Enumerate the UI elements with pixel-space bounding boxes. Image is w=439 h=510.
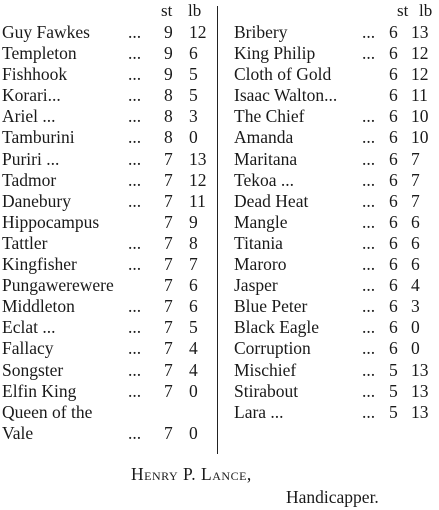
- weight-stone: 7: [164, 148, 173, 169]
- weight-pounds: 3: [189, 106, 198, 127]
- weight-pounds: 12: [189, 22, 207, 42]
- horse-name: Bribery: [234, 22, 288, 42]
- weight-pounds: 4: [189, 359, 198, 380]
- list-item: [234, 402, 439, 423]
- weight-pounds: 0: [411, 317, 420, 338]
- horse-name: Lara ...: [234, 401, 284, 422]
- leader-dots: ...: [362, 106, 376, 127]
- horse-name: Korari...: [2, 85, 61, 106]
- weight-pounds: 0: [189, 380, 198, 401]
- leader-dots: ...: [362, 43, 376, 64]
- weight-pounds: 4: [411, 275, 420, 296]
- weight-pounds: 0: [189, 127, 198, 148]
- horse-name: Queen of the: [2, 401, 93, 422]
- leader-dots: ...: [362, 275, 376, 296]
- list-item: [2, 402, 215, 423]
- weight-stone: 6: [389, 275, 398, 296]
- weight-stone: 6: [389, 338, 398, 359]
- weight-pounds: 7: [411, 169, 420, 190]
- leader-dots: ...: [128, 64, 142, 85]
- weight-pounds: 13: [411, 401, 429, 422]
- leader-dots: ...: [362, 338, 376, 359]
- list-item: [234, 338, 439, 359]
- horse-name: The Chief: [234, 106, 305, 127]
- horse-name: Elfin King: [2, 380, 77, 401]
- weight-pounds: 13: [189, 148, 207, 169]
- horse-name: Tattler: [2, 232, 48, 253]
- leader-dots: ...: [128, 190, 142, 211]
- leader-dots: ...: [128, 359, 142, 380]
- weight-pounds: 5: [189, 317, 198, 338]
- leader-dots: ...: [362, 190, 376, 211]
- weight-stone: 6: [389, 43, 398, 64]
- weight-pounds: 12: [411, 43, 429, 64]
- weight-pounds: 7: [411, 190, 420, 211]
- weight-stone: 8: [164, 106, 173, 127]
- horse-name: Maritana: [234, 148, 298, 169]
- weight-stone: 6: [389, 22, 398, 42]
- weight-pounds: 9: [189, 211, 198, 232]
- horse-name: Templeton: [2, 43, 77, 64]
- weight-stone: 6: [389, 232, 398, 253]
- list-item: [2, 296, 215, 317]
- leader-dots: ...: [362, 169, 376, 190]
- horse-name: Hippocampus: [2, 211, 100, 232]
- leader-dots: ...: [362, 232, 376, 253]
- signature-name: Henry P. Lance,: [131, 464, 252, 484]
- weight-pounds: 12: [411, 64, 429, 85]
- leader-dots: ...: [128, 22, 142, 42]
- leader-dots: ...: [128, 148, 142, 169]
- weight-stone: 6: [389, 148, 398, 169]
- leader-dots: ...: [128, 338, 142, 359]
- leader-dots: ...: [362, 127, 376, 148]
- weight-pounds: 7: [411, 148, 420, 169]
- weight-stone: 6: [389, 85, 398, 106]
- weight-stone: 9: [164, 22, 173, 42]
- weight-stone: 7: [164, 211, 173, 232]
- weight-stone: 7: [164, 338, 173, 359]
- leader-dots: ...: [128, 254, 142, 275]
- horse-name: Tadmor: [2, 169, 57, 190]
- leader-dots: ...: [128, 169, 142, 190]
- horse-name: Stirabout: [234, 380, 299, 401]
- left-column: [2, 22, 215, 444]
- weight-stone: 6: [389, 190, 398, 211]
- horse-name: Jasper: [234, 275, 278, 296]
- weight-pounds: 10: [411, 127, 429, 148]
- weight-stone: 7: [164, 232, 173, 253]
- weight-pounds: 5: [189, 85, 198, 106]
- list-item: [2, 360, 215, 381]
- leader-dots: ...: [128, 422, 142, 443]
- list-item: [2, 381, 215, 402]
- weight-stone: 9: [164, 43, 173, 64]
- list-item: [2, 64, 215, 85]
- horse-name: Amanda: [234, 127, 294, 148]
- weight-stone: 8: [164, 85, 173, 106]
- weight-pounds: 6: [411, 232, 420, 253]
- horse-name: Blue Peter: [234, 296, 308, 317]
- list-item: [234, 170, 439, 191]
- horse-name: Danebury: [2, 190, 72, 211]
- weight-pounds: 10: [411, 106, 429, 127]
- weight-stone: 7: [164, 190, 173, 211]
- list-item: [234, 317, 439, 338]
- list-item: [2, 233, 215, 254]
- weight-stone: 6: [389, 127, 398, 148]
- horse-name: Maroro: [234, 254, 287, 275]
- weight-stone: 8: [164, 127, 173, 148]
- weight-pounds: 4: [189, 338, 198, 359]
- horse-name: Kingfisher: [2, 254, 77, 275]
- weight-stone: 7: [164, 275, 173, 296]
- list-item: [234, 360, 439, 381]
- horse-name: Songster: [2, 359, 64, 380]
- leader-dots: ...: [362, 380, 376, 401]
- leader-dots: ...: [362, 22, 376, 42]
- leader-dots: ...: [362, 211, 376, 232]
- list-item: [234, 191, 439, 212]
- horse-name: Fishhook: [2, 64, 68, 85]
- list-item: [2, 338, 215, 359]
- weight-stone: 7: [164, 254, 173, 275]
- list-item: [234, 149, 439, 170]
- leader-dots: ...: [128, 380, 142, 401]
- list-item: [234, 254, 439, 275]
- weight-stone: 7: [164, 169, 173, 190]
- weight-stone: 6: [389, 169, 398, 190]
- weight-pounds: 6: [411, 211, 420, 232]
- list-item: [2, 254, 215, 275]
- leader-dots: ...: [128, 127, 142, 148]
- weight-pounds: 6: [189, 43, 198, 64]
- horse-name: Vale: [2, 422, 34, 443]
- left-st-header: st: [161, 1, 173, 20]
- list-item: [234, 64, 439, 85]
- leader-dots: ...: [362, 148, 376, 169]
- weight-stone: 6: [389, 106, 398, 127]
- horse-name: Ariel ...: [2, 106, 56, 127]
- left-lb-header: lb: [188, 1, 202, 20]
- weight-stone: 6: [389, 254, 398, 275]
- weight-pounds: 5: [189, 64, 198, 85]
- list-item: [2, 170, 215, 191]
- list-item: [234, 127, 439, 148]
- horse-name: Dead Heat: [234, 190, 309, 211]
- horse-name: Black Eagle: [234, 317, 320, 338]
- horse-name: Middleton: [2, 296, 75, 317]
- horse-name: Fallacy: [2, 338, 54, 359]
- weight-pounds: 7: [189, 254, 198, 275]
- leader-dots: ...: [128, 296, 142, 317]
- weight-pounds: 3: [411, 296, 420, 317]
- list-item: [234, 43, 439, 64]
- weight-pounds: 6: [189, 275, 198, 296]
- weight-pounds: 13: [411, 380, 429, 401]
- list-item: [2, 43, 215, 64]
- horse-name: King Philip: [234, 43, 316, 64]
- leader-dots: ...: [128, 106, 142, 127]
- leader-dots: ...: [362, 317, 376, 338]
- horse-name: Tekoa ...: [234, 169, 295, 190]
- list-item: [234, 212, 439, 233]
- horse-name: Corruption: [234, 338, 311, 359]
- right-st-header: st: [397, 1, 409, 20]
- horse-name: Guy Fawkes: [2, 22, 90, 42]
- list-item: [234, 275, 439, 296]
- signature-title: Handicapper.: [286, 487, 379, 507]
- weight-pounds: 0: [189, 422, 198, 443]
- weight-pounds: 13: [411, 359, 429, 380]
- right-column: [234, 22, 439, 423]
- horse-name: Pungawerewere: [2, 275, 114, 296]
- list-item: [234, 22, 439, 43]
- list-item: [2, 22, 215, 43]
- list-item: [2, 127, 215, 148]
- list-item: [234, 296, 439, 317]
- list-item: [2, 275, 215, 296]
- weight-stone: 9: [164, 64, 173, 85]
- horse-name: Cloth of Gold: [234, 64, 332, 85]
- list-item: [234, 85, 439, 106]
- list-item: [2, 106, 215, 127]
- weight-stone: 7: [164, 422, 173, 443]
- weight-pounds: 13: [411, 22, 429, 42]
- weight-pounds: 6: [411, 254, 420, 275]
- list-item: [2, 149, 215, 170]
- leader-dots: ...: [362, 359, 376, 380]
- leader-dots: ...: [362, 401, 376, 422]
- weight-stone: 7: [164, 296, 173, 317]
- horse-name: Isaac Walton...: [234, 85, 338, 106]
- leader-dots: ...: [128, 43, 142, 64]
- horse-name: Mangle: [234, 211, 288, 232]
- weight-stone: 6: [389, 211, 398, 232]
- list-item: [2, 317, 215, 338]
- horse-name: Mischief: [234, 359, 297, 380]
- list-item: [234, 106, 439, 127]
- weight-pounds: 11: [189, 190, 206, 211]
- list-item: [2, 85, 215, 106]
- list-item: [2, 423, 215, 444]
- list-item: [234, 233, 439, 254]
- weight-pounds: 0: [411, 338, 420, 359]
- weight-stone: 6: [389, 296, 398, 317]
- weight-stone: 5: [389, 359, 398, 380]
- weight-stone: 5: [389, 380, 398, 401]
- list-item: [2, 191, 215, 212]
- horse-name: Puriri ...: [2, 148, 60, 169]
- weight-pounds: 6: [189, 296, 198, 317]
- weight-stone: 6: [389, 64, 398, 85]
- column-divider: [217, 6, 218, 454]
- leader-dots: ...: [128, 317, 142, 338]
- horse-name: Tamburini: [2, 127, 75, 148]
- weight-pounds: 8: [189, 232, 198, 253]
- weight-stone: 6: [389, 317, 398, 338]
- list-item: [2, 212, 215, 233]
- leader-dots: ...: [128, 232, 142, 253]
- weight-pounds: 12: [189, 169, 207, 190]
- leader-dots: ...: [128, 85, 142, 106]
- leader-dots: ...: [362, 254, 376, 275]
- weight-stone: 7: [164, 380, 173, 401]
- leader-dots: ...: [362, 296, 376, 317]
- weight-stone: 5: [389, 401, 398, 422]
- horse-name: Eclat ...: [2, 317, 56, 338]
- horse-name: Titania: [234, 232, 283, 253]
- weight-stone: 7: [164, 317, 173, 338]
- weight-pounds: 11: [411, 85, 428, 106]
- list-item: [234, 381, 439, 402]
- weight-stone: 7: [164, 359, 173, 380]
- right-lb-header: lb: [419, 1, 433, 20]
